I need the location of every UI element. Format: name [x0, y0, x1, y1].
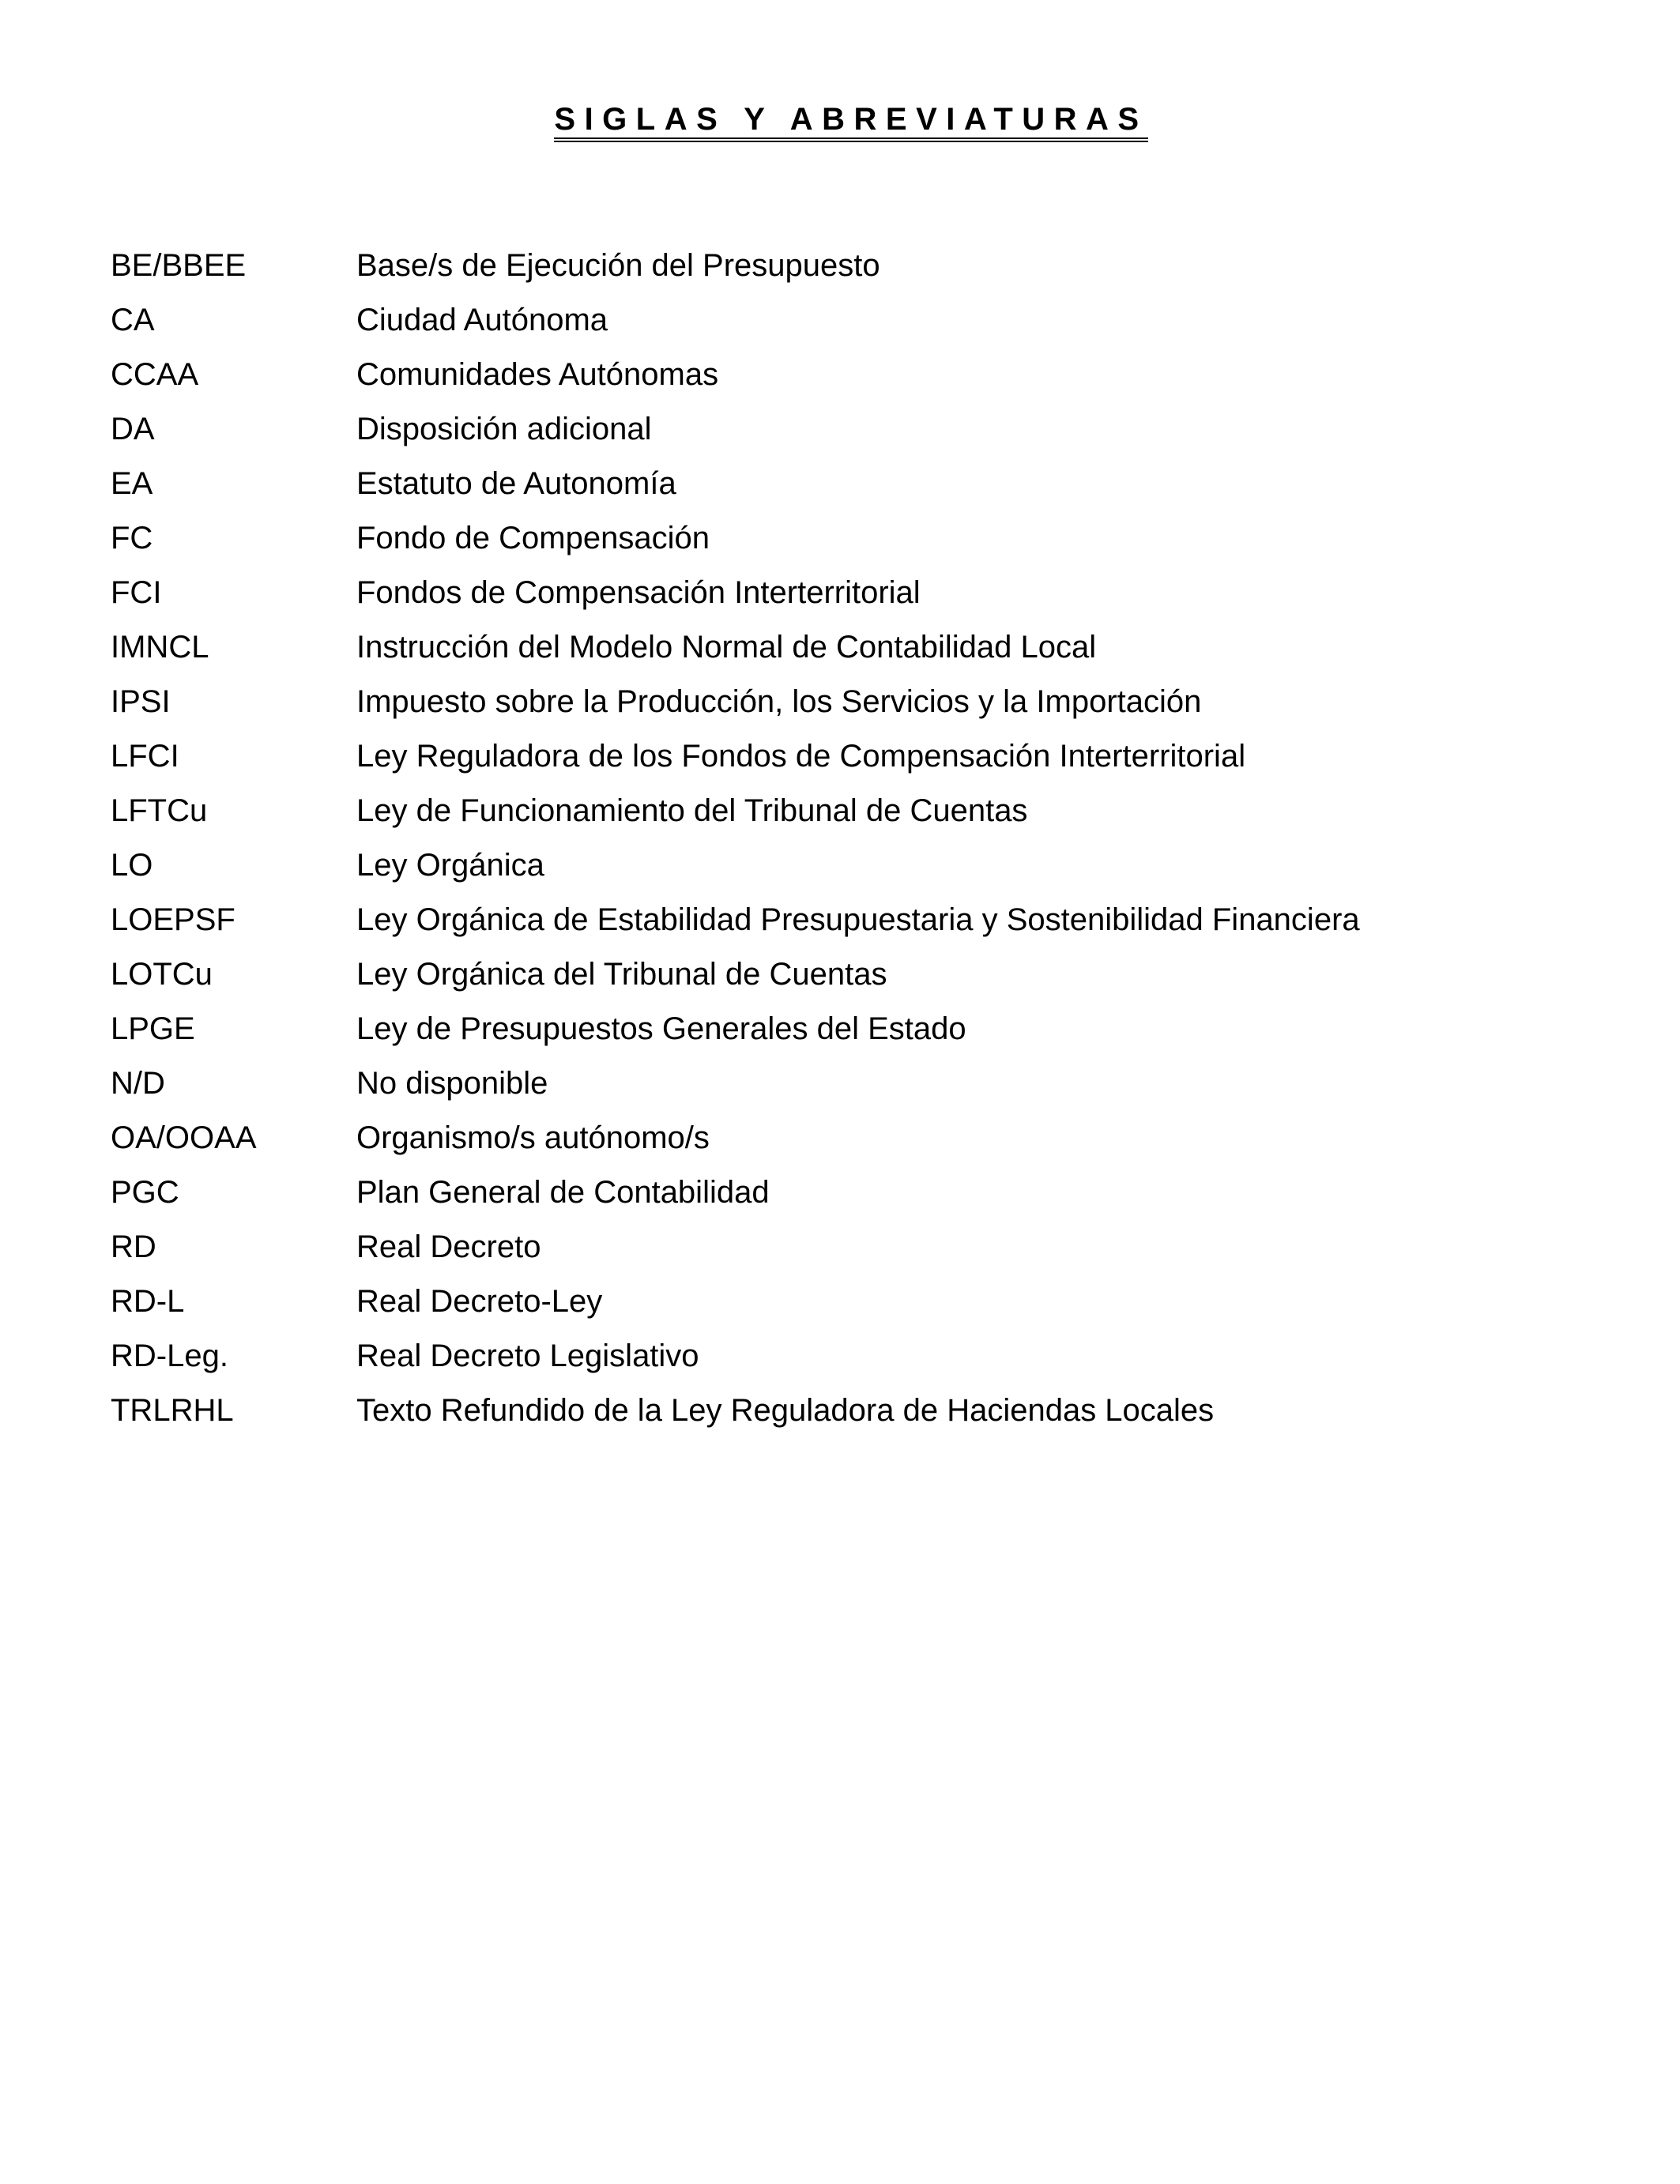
list-item [111, 898, 1612, 952]
definition: Fondo de Compensación [356, 521, 710, 555]
abbreviation: OA/OOAA [111, 1120, 257, 1155]
list-item [111, 570, 1612, 625]
abbreviation: BE/BBEE [111, 248, 247, 283]
definition: Ley de Funcionamiento del Tribunal de Cuentas [356, 793, 1028, 828]
list-item [111, 298, 1612, 352]
definition: Ley Reguladora de los Fondos de Compensación Interterritorial [356, 739, 1246, 774]
list-item [111, 789, 1612, 843]
abbreviation: N/D [111, 1066, 165, 1101]
abbreviation: LFCI [111, 739, 179, 774]
definition: Comunidades Autónomas [356, 357, 719, 392]
definition: Fondos de Compensación Interterritorial [356, 575, 921, 610]
definition: No disponible [356, 1066, 548, 1101]
list-item [111, 461, 1612, 516]
abbreviation: DA [111, 412, 155, 446]
abbreviation: RD [111, 1229, 156, 1264]
list-item [111, 1061, 1612, 1116]
abbreviation: IPSI [111, 684, 171, 719]
abbreviation: FCI [111, 575, 162, 610]
list-item [111, 243, 1612, 298]
list-item [111, 1007, 1612, 1061]
list-item [111, 1170, 1612, 1225]
definition: Ley de Presupuestos Generales del Estado [356, 1011, 966, 1046]
definition: Real Decreto-Ley [356, 1284, 603, 1319]
abbreviation: CCAA [111, 357, 199, 392]
title-container [0, 103, 1680, 142]
abbreviation: LPGE [111, 1011, 195, 1046]
abbreviation: EA [111, 466, 153, 501]
definition: Real Decreto Legislativo [356, 1339, 699, 1373]
list-item [111, 680, 1612, 734]
definition: Ciudad Autónoma [356, 303, 608, 337]
list-item [111, 407, 1612, 461]
abbreviation: LO [111, 848, 153, 883]
abbreviation: RD-Leg. [111, 1339, 228, 1373]
definition: Organismo/s autónomo/s [356, 1120, 710, 1155]
definition: Impuesto sobre la Producción, los Servicios y la Importación [356, 684, 1202, 719]
abbreviation: PGC [111, 1175, 179, 1210]
list-item [111, 734, 1612, 789]
definition: Real Decreto [356, 1229, 541, 1264]
list-item [111, 1116, 1612, 1170]
definition: Ley Orgánica del Tribunal de Cuentas [356, 957, 887, 992]
list-item [111, 516, 1612, 570]
list-item [111, 1388, 1612, 1443]
list-item [111, 352, 1612, 407]
list-item [111, 952, 1612, 1007]
definition: Base/s de Ejecución del Presupuesto [356, 248, 880, 283]
abbreviation: RD-L [111, 1284, 185, 1319]
definition: Texto Refundido de la Ley Reguladora de Haciendas Locales [356, 1393, 1215, 1428]
definition: Instrucción del Modelo Normal de Contabilidad Local [356, 630, 1097, 665]
list-item [111, 1225, 1612, 1279]
definition: Disposición adicional [356, 412, 652, 446]
definition: Ley Orgánica de Estabilidad Presupuestaria y Sostenibilidad Financiera [356, 902, 1360, 937]
abbreviation: FC [111, 521, 153, 555]
abbreviation: LOTCu [111, 957, 213, 992]
list-item [111, 843, 1612, 898]
abbreviation: LFTCu [111, 793, 208, 828]
definition: Estatuto de Autonomía [356, 466, 676, 501]
definition: Plan General de Contabilidad [356, 1175, 770, 1210]
abbreviation: IMNCL [111, 630, 209, 665]
abbreviation: TRLRHL [111, 1393, 234, 1428]
abbreviation: CA [111, 303, 155, 337]
list-item [111, 1334, 1612, 1388]
list-item [111, 1279, 1612, 1334]
definition: Ley Orgánica [356, 848, 544, 883]
abbreviation: LOEPSF [111, 902, 235, 937]
list-item [111, 625, 1612, 680]
page-title: SIGLAS Y ABREVIATURAS [554, 103, 1147, 142]
abbreviation-list [111, 243, 1612, 1443]
